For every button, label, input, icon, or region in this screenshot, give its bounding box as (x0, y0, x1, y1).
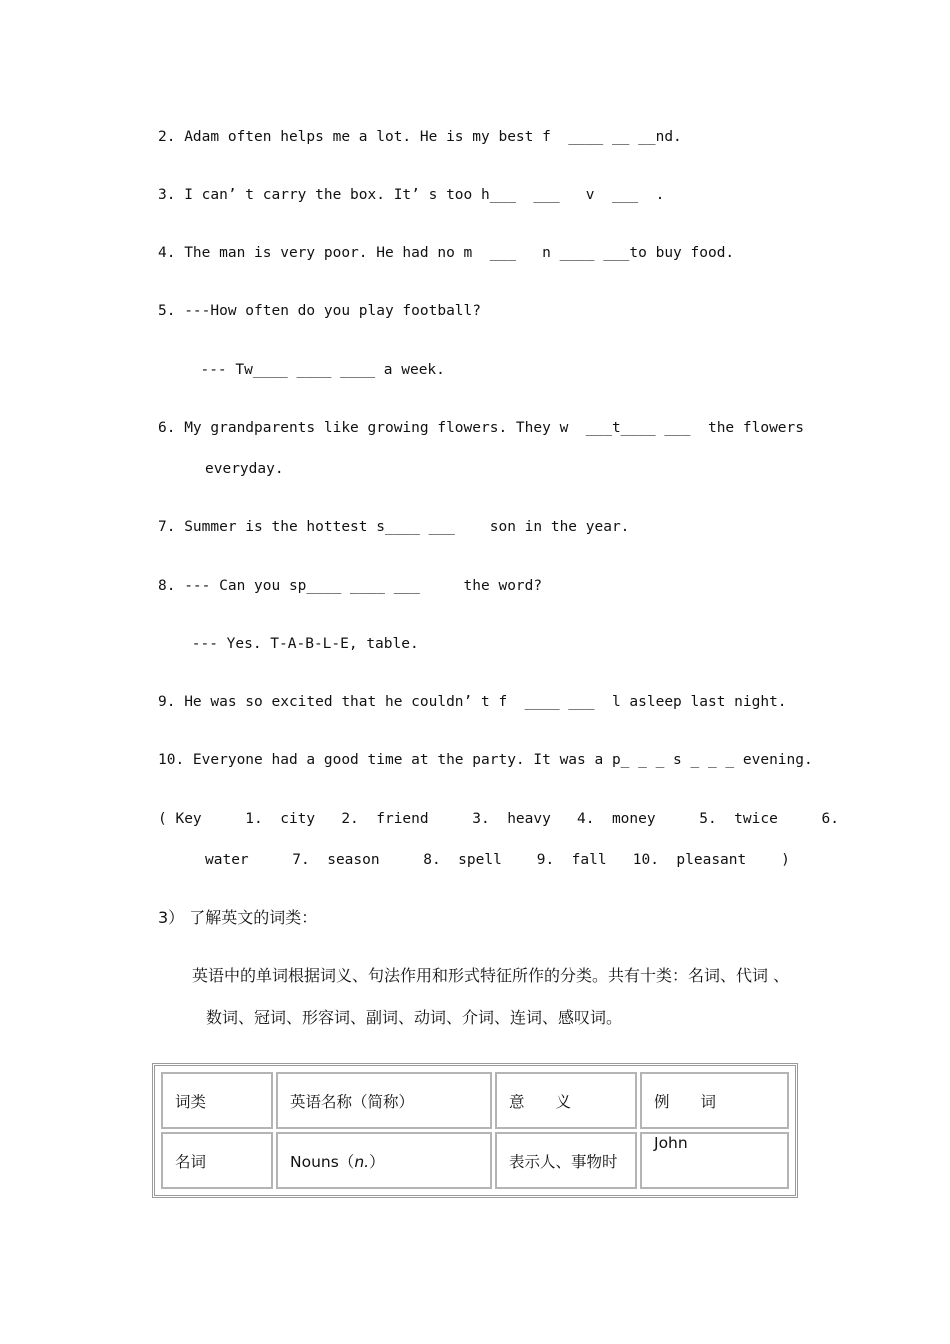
cell-category: 名词 (161, 1132, 273, 1189)
exercise-item-7: 7. Summer is the hottest s____ ___ son in the year. (158, 519, 630, 535)
intro-paragraph-line-2: 数词、冠词、形容词、副词、动词、介词、连词、感叹词。 (206, 1008, 623, 1027)
exercise-item-10: 10. Everyone had a good time at the party. It was a p_ _ _ s _ _ _ evening. (158, 752, 813, 768)
name-suffix: ） (369, 1152, 385, 1171)
header-example: 例 词 (640, 1072, 789, 1129)
table-header-row (161, 1072, 789, 1129)
intro-paragraph-line-1: 英语中的单词根据词义、句法作用和形式特征所作的分类。共有十类：名词、代词 、 (192, 966, 790, 985)
exercise-item-6-continued: everyday. (205, 461, 284, 477)
section-heading: 3） 了解英文的词类： (158, 908, 318, 927)
exercise-item-3: 3. I can’ t carry the box. It’ s too h___ ___ v ___ . (158, 187, 665, 203)
cell-english-name (276, 1132, 492, 1189)
table-row (161, 1132, 789, 1189)
answer-key-line-1: ( Key 1. city 2. friend 3. heavy 4. money 5. twice 6. (158, 811, 839, 827)
word-class-table (152, 1063, 798, 1198)
answer-key-line-2: water 7. season 8. spell 9. fall 10. pleasant ) (205, 852, 790, 868)
header-english-name: 英语名称（简称） (276, 1072, 492, 1129)
exercise-item-6: 6. My grandparents like growing flowers. They w ___t____ ___ the flowers (158, 420, 805, 436)
cell-meaning: 表示人、事物时 (495, 1132, 637, 1189)
header-word-class: 词类 (161, 1072, 273, 1129)
exercise-item-8-question: 8. --- Can you sp____ ____ ___ the word? (158, 578, 543, 594)
exercise-item-5-question: 5. ---How often do you play football? (158, 303, 482, 319)
header-meaning: 意 义 (495, 1072, 637, 1129)
exercise-item-9: 9. He was so excited that he couldn’ t f ____ ___ l asleep last night. (158, 694, 787, 710)
name-prefix: Nouns（ (290, 1152, 355, 1171)
exercise-item-2: 2. Adam often helps me a lot. He is my best f ____ __ __nd. (158, 129, 682, 145)
exercise-item-5-answer: --- Tw____ ____ ____ a week. (183, 362, 445, 378)
exercise-item-8-answer: --- Yes. T-A-B-L-E, table. (183, 636, 419, 652)
cell-example: John (640, 1132, 789, 1189)
exercise-item-4: 4. The man is very poor. He had no m ___ n ____ ___to buy food. (158, 245, 735, 261)
name-abbreviation: n. (354, 1152, 370, 1171)
